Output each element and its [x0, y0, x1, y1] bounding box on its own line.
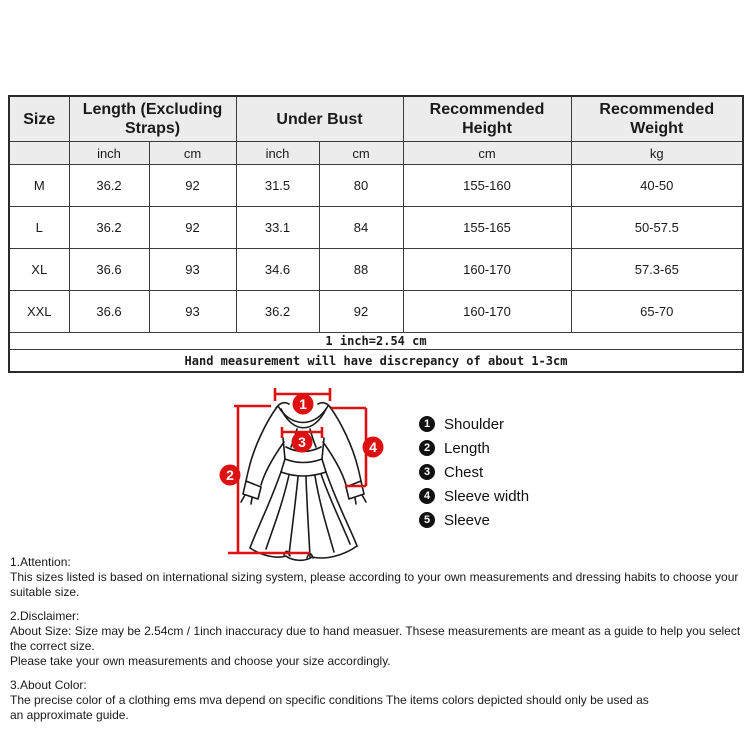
value-cell: 36.6 [69, 291, 149, 333]
value-cell: 36.2 [236, 291, 319, 333]
col-header-size: Size [9, 96, 69, 142]
unit-cell: cm [319, 142, 403, 165]
value-cell: 36.2 [69, 207, 149, 249]
col-header-under-bust: Under Bust [236, 96, 403, 142]
value-cell: 93 [149, 291, 236, 333]
unit-cell: cm [403, 142, 571, 165]
measurement-legend [419, 416, 529, 536]
note-color-title: 3.About Color: [10, 678, 87, 692]
value-cell: 155-160 [403, 165, 571, 207]
legend-label: Length [444, 439, 490, 457]
note-attention-title: 1.Attention: [10, 555, 71, 569]
col-header-rec-weight: Recommended Weight [571, 96, 743, 142]
measurement-note-row [9, 350, 743, 373]
conversion-note-row [9, 333, 743, 350]
note-disclaimer-title: 2.Disclaimer: [10, 609, 80, 623]
legend-label: Shoulder [444, 415, 505, 433]
legend-label: Sleeve width [444, 487, 530, 505]
size-label: XL [9, 249, 69, 291]
legend-bullet-1-icon: 1 [419, 416, 435, 432]
note-disclaimer-line: About Size: Size may be 2.54cm / 1inch inaccuracy due to hand measuer. Thsese measurements are meant as a guide to help you select the correct size. [10, 624, 741, 653]
unit-cell [9, 142, 69, 165]
dress-outline-icon [241, 403, 366, 561]
value-cell: 92 [149, 207, 236, 249]
value-cell: 31.5 [236, 165, 319, 207]
callout-1-num: 1 [299, 396, 307, 412]
legend-item-shoulder [419, 416, 529, 432]
measurement-note: Hand measurement will have discrepancy of about 1-3cm [9, 350, 743, 373]
value-cell: 33.1 [236, 207, 319, 249]
value-cell: 50-57.5 [571, 207, 743, 249]
dress-diagram [0, 372, 750, 564]
value-cell: 36.6 [69, 249, 149, 291]
callout-2-num: 2 [226, 467, 234, 483]
size-chart-table [8, 95, 744, 373]
value-cell: 88 [319, 249, 403, 291]
value-cell: 57.3-65 [571, 249, 743, 291]
legend-label: Sleeve [444, 511, 490, 529]
value-cell: 80 [319, 165, 403, 207]
value-cell: 65-70 [571, 291, 743, 333]
unit-cell: inch [236, 142, 319, 165]
note-disclaimer-line: Please take your own measurements and choose your size accordingly. [10, 654, 391, 668]
legend-item-sleeve [419, 512, 529, 528]
table-row-m [9, 165, 743, 207]
col-header-length: Length (Excluding Straps) [69, 96, 236, 142]
size-label: XXL [9, 291, 69, 333]
legend-label: Chest [444, 463, 484, 481]
value-cell: 40-50 [571, 165, 743, 207]
notes-section [10, 555, 748, 723]
table-unit-row [9, 142, 743, 165]
value-cell: 84 [319, 207, 403, 249]
legend-bullet-2-icon: 2 [419, 440, 435, 456]
table-row-l [9, 207, 743, 249]
value-cell: 160-170 [403, 249, 571, 291]
unit-cell: kg [571, 142, 743, 165]
legend-bullet-4-icon: 4 [419, 488, 435, 504]
value-cell: 34.6 [236, 249, 319, 291]
legend-bullet-5-icon: 5 [419, 512, 435, 528]
table-row-xl [9, 249, 743, 291]
col-header-rec-height: Recommended Height [403, 96, 571, 142]
note-color-line: an approximate guide. [10, 708, 129, 722]
size-label: L [9, 207, 69, 249]
value-cell: 160-170 [403, 291, 571, 333]
callout-3-num: 3 [298, 434, 306, 450]
value-cell: 36.2 [69, 165, 149, 207]
note-attention-line: This sizes listed is based on international sizing system, please according to your own measurements and dressing habits to choose your suitable size. [10, 570, 739, 599]
table-row-xxl [9, 291, 743, 333]
legend-item-chest [419, 464, 529, 480]
value-cell: 92 [319, 291, 403, 333]
legend-item-length [419, 440, 529, 456]
note-color-line: The precise color of a clothing ems mva depend on specific conditions The items colors depicted should only be used as [10, 693, 649, 707]
unit-cell: inch [69, 142, 149, 165]
conversion-note: 1 inch=2.54 cm [9, 333, 743, 350]
legend-item-sleeve-width [419, 488, 529, 504]
value-cell: 155-165 [403, 207, 571, 249]
value-cell: 92 [149, 165, 236, 207]
value-cell: 93 [149, 249, 236, 291]
callout-4-num: 4 [369, 439, 377, 455]
size-label: M [9, 165, 69, 207]
legend-bullet-3-icon: 3 [419, 464, 435, 480]
unit-cell: cm [149, 142, 236, 165]
table-header-row [9, 96, 743, 142]
